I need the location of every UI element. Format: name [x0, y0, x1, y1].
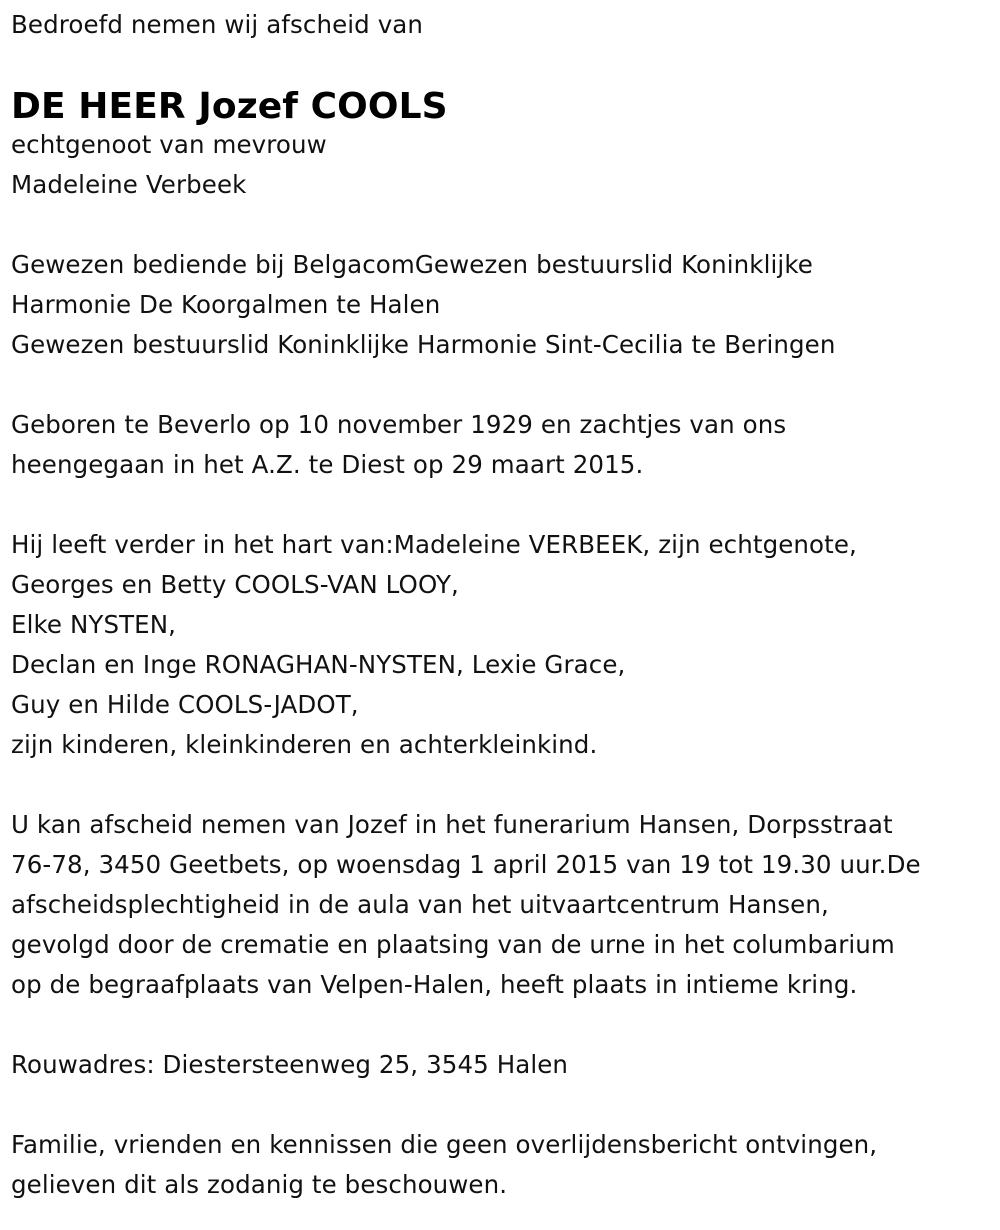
ceremony-line: afscheidsplechtigheid in de aula van het uitvaartcentrum Hansen, [11, 890, 829, 919]
closing-line: gelieven dit als zodanig te beschouwen. [11, 1170, 508, 1199]
birth-death-line: Geboren te Beverlo op 10 november 1929 en zachtjes van ons [11, 410, 787, 439]
family-section [11, 525, 986, 765]
ceremony-line: 76-78, 3450 Geetbets, op woensdag 1 april 2015 van 19 tot 19.30 uur.De [11, 850, 921, 879]
spouse-line: echtgenoot van mevrouw [11, 130, 327, 159]
family-line: Guy en Hilde COOLS-JADOT, [11, 690, 359, 719]
closing-section [11, 1125, 986, 1205]
family-line: Declan en Inge RONAGHAN-NYSTEN, Lexie Grace, [11, 650, 626, 679]
family-line: Georges en Betty COOLS-VAN LOOY, [11, 570, 459, 599]
obituary-notice [11, 5, 986, 1205]
closing-line: Familie, vrienden en kennissen die geen overlijdensbericht ontvingen, [11, 1130, 878, 1159]
birth-death-section [11, 405, 986, 485]
ceremony-line: U kan afscheid nemen van Jozef in het funerarium Hansen, Dorpsstraat [11, 810, 893, 839]
address-line: Rouwadres: Diestersteenweg 25, 3545 Halen [11, 1050, 569, 1079]
career-section [11, 245, 986, 365]
career-line: Harmonie De Koorgalmen te Halen [11, 290, 441, 319]
career-line: Gewezen bediende bij BelgacomGewezen bestuurslid Koninklijke [11, 250, 813, 279]
address-section [11, 1045, 986, 1085]
career-line: Gewezen bestuurslid Koninklijke Harmonie Sint-Cecilia te Beringen [11, 330, 836, 359]
birth-death-line: heengegaan in het A.Z. te Diest op 29 maart 2015. [11, 450, 644, 479]
intro-text: Bedroefd nemen wij afscheid van [11, 10, 424, 39]
deceased-name: DE HEER Jozef COOLS [11, 86, 448, 127]
family-line: Elke NYSTEN, [11, 610, 177, 639]
ceremony-line: gevolgd door de crematie en plaatsing van de urne in het columbarium [11, 930, 895, 959]
spouse-section [11, 125, 986, 205]
family-line: zijn kinderen, kleinkinderen en achterkleinkind. [11, 730, 598, 759]
spouse-line: Madeleine Verbeek [11, 170, 247, 199]
ceremony-line: op de begraafplaats van Velpen-Halen, heeft plaats in intieme kring. [11, 970, 858, 999]
family-line: Hij leeft verder in het hart van:Madeleine VERBEEK, zijn echtgenote, [11, 530, 857, 559]
ceremony-section [11, 805, 986, 1005]
